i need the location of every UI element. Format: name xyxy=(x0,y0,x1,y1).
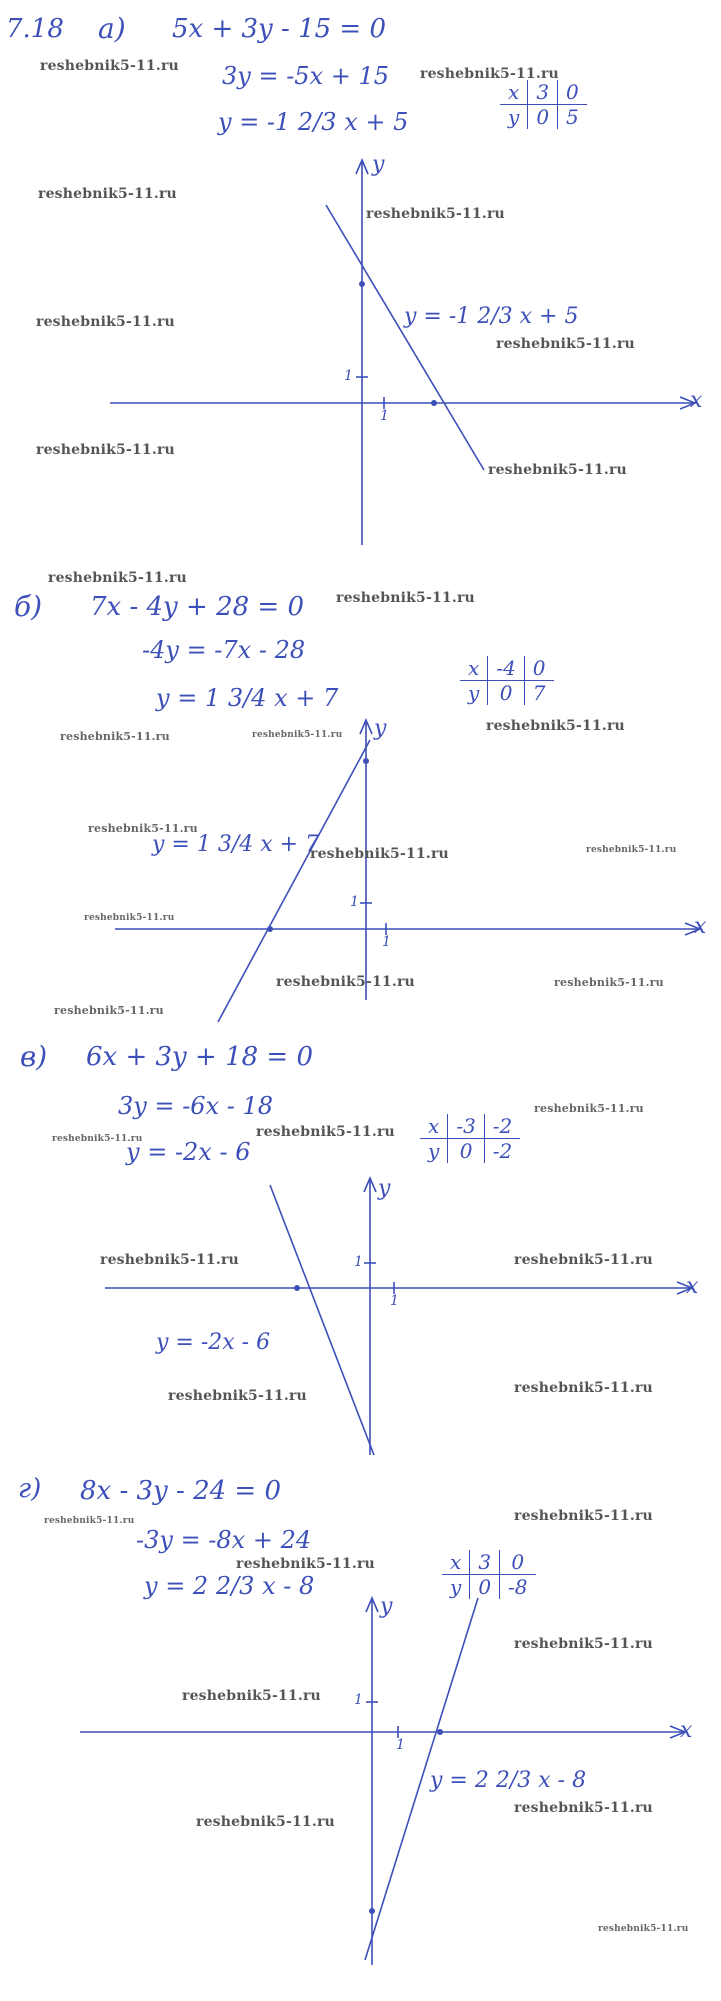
part-b-step2: y = 1 3/4 x + 7 xyxy=(156,684,339,712)
part-a-y-axis-label: y xyxy=(372,152,385,177)
watermark: reshebnik5-11.ru xyxy=(182,1688,321,1704)
table-cell: 0 xyxy=(488,681,524,706)
table-y-header: y xyxy=(420,1139,448,1164)
part-g-line xyxy=(365,1598,478,1960)
watermark: reshebnik5-11.ru xyxy=(168,1388,307,1404)
table-cell: 0 xyxy=(470,1575,500,1600)
table-cell: -4 xyxy=(488,656,524,681)
part-b-point-y-intercept xyxy=(363,758,369,764)
part-b-point-x-intercept xyxy=(267,926,273,932)
part-b-equation: 7x - 4y + 28 = 0 xyxy=(90,592,305,622)
problem-number: 7.18 xyxy=(6,14,64,44)
part-a-equation: 5x + 3y - 15 = 0 xyxy=(172,14,387,44)
table-cell: -2 xyxy=(492,1139,513,1163)
watermark: reshebnik5-11.ru xyxy=(54,1004,164,1017)
watermark: reshebnik5-11.ru xyxy=(36,442,175,458)
part-v-label: в) xyxy=(20,1040,48,1073)
part-b-step1: -4y = -7x - 28 xyxy=(142,636,306,664)
part-a-point-x-intercept xyxy=(431,400,437,406)
table-cell: -2 xyxy=(484,1114,520,1139)
watermark: reshebnik5-11.ru xyxy=(514,1252,653,1268)
watermark: reshebnik5-11.ru xyxy=(598,1924,689,1934)
watermark: reshebnik5-11.ru xyxy=(36,314,175,330)
part-v-step1: 3y = -6x - 18 xyxy=(118,1092,274,1120)
part-v-point-x-intercept xyxy=(294,1285,300,1291)
watermark: reshebnik5-11.ru xyxy=(488,462,627,478)
table-y-header: y xyxy=(442,1575,470,1600)
part-a-unit-x: 1 xyxy=(380,408,389,424)
part-v-y-axis-label: y xyxy=(378,1176,391,1201)
watermark: reshebnik5-11.ru xyxy=(256,1124,395,1140)
part-v-x-axis-label: x xyxy=(686,1274,699,1299)
watermark: reshebnik5-11.ru xyxy=(554,976,664,989)
part-g-unit-x: 1 xyxy=(396,1737,405,1753)
part-a-line xyxy=(326,205,484,470)
part-b-x-axis-label: x xyxy=(694,914,707,939)
part-v-step2: y = -2x - 6 xyxy=(126,1138,251,1166)
table-y-header: y xyxy=(460,681,488,706)
table-cell: 5 xyxy=(566,105,579,129)
part-g-point-y-intercept xyxy=(369,1908,375,1914)
watermark: reshebnik5-11.ru xyxy=(44,1516,135,1526)
table-cell: 0 xyxy=(448,1139,484,1164)
watermark: reshebnik5-11.ru xyxy=(252,730,343,740)
watermark: reshebnik5-11.ru xyxy=(486,718,625,734)
watermark: reshebnik5-11.ru xyxy=(60,730,170,743)
part-b-unit-x: 1 xyxy=(382,934,391,950)
table-cell: 3 xyxy=(470,1550,500,1575)
table-x-header: x xyxy=(500,80,528,105)
part-v-unit-x: 1 xyxy=(390,1293,399,1309)
part-a-x-axis-label: x xyxy=(690,388,703,413)
part-g-point-x-intercept xyxy=(437,1729,443,1735)
table-y-header: y xyxy=(500,105,528,130)
table-x-header: x xyxy=(442,1550,470,1575)
table-cell: 0 xyxy=(524,656,553,681)
watermark: reshebnik5-11.ru xyxy=(586,845,677,855)
watermark: reshebnik5-11.ru xyxy=(100,1252,239,1268)
table-cell: 3 xyxy=(528,80,558,105)
watermark: reshebnik5-11.ru xyxy=(52,1134,143,1144)
table-cell: 0 xyxy=(528,105,558,130)
part-b-y-axis-label: y xyxy=(374,716,387,741)
watermark: reshebnik5-11.ru xyxy=(276,974,415,990)
part-a-point-y-intercept xyxy=(359,281,365,287)
table-cell: 7 xyxy=(532,681,546,705)
watermark: reshebnik5-11.ru xyxy=(88,822,198,835)
watermark: reshebnik5-11.ru xyxy=(366,206,505,222)
part-a-graph-label: y = -1 2/3 x + 5 xyxy=(404,304,579,329)
table-cell: 0 xyxy=(558,80,587,105)
watermark: reshebnik5-11.ru xyxy=(496,336,635,352)
watermark: reshebnik5-11.ru xyxy=(534,1102,644,1115)
watermark: reshebnik5-11.ru xyxy=(336,590,475,606)
watermark: reshebnik5-11.ru xyxy=(196,1814,335,1830)
watermark: reshebnik5-11.ru xyxy=(40,58,179,74)
part-a-unit-y: 1 xyxy=(344,368,353,384)
part-g-step2: y = 2 2/3 x - 8 xyxy=(144,1572,315,1600)
table-cell: -3 xyxy=(448,1114,484,1139)
part-b-graph-label: y = 1 3/4 x + 7 xyxy=(152,832,320,857)
part-a-label: а) xyxy=(98,12,126,45)
table-x-header: x xyxy=(420,1114,448,1139)
watermark: reshebnik5-11.ru xyxy=(236,1556,375,1572)
part-a-step1: 3y = -5x + 15 xyxy=(222,62,390,90)
watermark: reshebnik5-11.ru xyxy=(420,66,559,82)
part-b-label: б) xyxy=(14,590,43,623)
part-v-graph-label: y = -2x - 6 xyxy=(156,1330,271,1355)
watermark: reshebnik5-11.ru xyxy=(310,846,449,862)
part-v-equation: 6x + 3y + 18 = 0 xyxy=(86,1042,314,1072)
watermark: reshebnik5-11.ru xyxy=(48,570,187,586)
table-cell: -8 xyxy=(508,1575,528,1599)
watermark: reshebnik5-11.ru xyxy=(514,1636,653,1652)
watermark: reshebnik5-11.ru xyxy=(514,1380,653,1396)
part-a-step2: y = -1 2/3 x + 5 xyxy=(218,108,409,136)
part-v-line xyxy=(270,1185,374,1455)
part-g-graph-label: y = 2 2/3 x - 8 xyxy=(430,1768,587,1793)
part-g-equation: 8x - 3y - 24 = 0 xyxy=(80,1476,282,1506)
part-g-x-axis-label: x xyxy=(680,1718,693,1743)
watermark: reshebnik5-11.ru xyxy=(514,1800,653,1816)
watermark: reshebnik5-11.ru xyxy=(514,1508,653,1524)
watermark: reshebnik5-11.ru xyxy=(84,913,175,923)
watermark: reshebnik5-11.ru xyxy=(38,186,177,202)
part-g-y-axis-label: y xyxy=(380,1594,393,1619)
part-b-unit-y: 1 xyxy=(350,894,359,910)
part-v-unit-y: 1 xyxy=(354,1254,363,1270)
table-x-header: x xyxy=(460,656,488,681)
table-cell: 0 xyxy=(500,1550,536,1575)
part-g-step1: -3y = -8x + 24 xyxy=(136,1526,312,1554)
part-g-label: г) xyxy=(18,1474,42,1504)
part-g-unit-y: 1 xyxy=(354,1692,363,1708)
